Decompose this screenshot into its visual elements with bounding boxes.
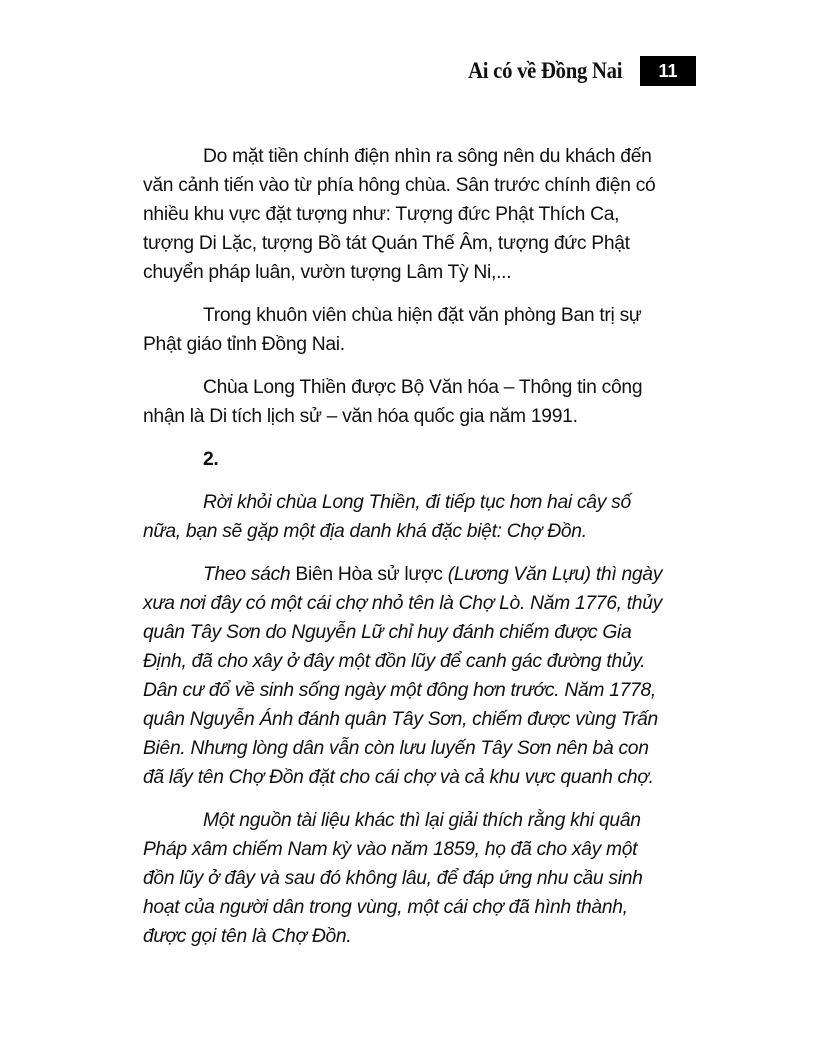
paragraph-cho-don-intro: Rời khỏi chùa Long Thiền, đi tiếp tục hơn hai cây số nữa, bạn sẽ gặp một địa danh khá đặc biệt: Chợ Đồn. (143, 492, 631, 542)
page-header (451, 56, 696, 86)
paragraph-heritage: Chùa Long Thiền được Bộ Văn hóa – Thông tin công nhận là Di tích lịch sử – văn hóa quốc gia năm 1991. (143, 377, 643, 427)
book-title: Biên Hòa sử lược (295, 564, 443, 585)
body-text (143, 142, 663, 965)
page-number: 11 (640, 56, 696, 86)
paragraph-alternate-source: Một nguồn tài liệu khác thì lại giải thích rằng khi quân Pháp xâm chiếm Nam kỳ vào năm 1859, họ đã cho xây một đồn lũy ở đây và sau đó không lâu, để đáp ứng nhu cầu sinh hoạt của người dân trong vùng, một cái chợ đã hình thành, được gọi tên là Chợ Đồn. (143, 810, 643, 947)
history-body: (Lương Văn Lựu) thì ngày xưa nơi đây có một cái chợ nhỏ tên là Chợ Lò. Năm 1776, thủy quân Tây Sơn do Nguyễn Lữ chỉ huy đánh chiếm được Gia Định, đã cho xây ở đây một đồn lũy để canh gác đường thủy. Dân cư đổ về sinh sống ngày một đông hơn trước. Năm 1778, quân Nguyễn Ánh đánh quân Tây Sơn, chiếm được vùng Trấn Biên. Nhưng lòng dân vẫn còn lưu luyến Tây Sơn nên bà con đã lấy tên Chợ Đồn đặt cho cái chợ và cả khu vực quanh chợ. (143, 564, 663, 788)
paragraph-office: Trong khuôn viên chùa hiện đặt văn phòng Ban trị sự Phật giáo tỉnh Đồng Nai. (143, 305, 642, 355)
history-lead: Theo sách (203, 564, 296, 585)
paragraph-history (143, 560, 663, 792)
running-title: Ai có về Đồng Nai (467, 58, 622, 83)
section-number: 2. (203, 449, 219, 470)
paragraph-courtyard: Do mặt tiền chính điện nhìn ra sông nên du khách đến văn cảnh tiến vào từ phía hông chùa. Sân trước chính điện có nhiều khu vực đặt tượng như: Tượng đức Phật Thích Ca, tượng Di Lặc, tượng Bồ tát Quán Thế Âm, tượng đức Phật chuyển pháp luân, vườn tượng Lâm Tỳ Ni,... (143, 146, 656, 283)
